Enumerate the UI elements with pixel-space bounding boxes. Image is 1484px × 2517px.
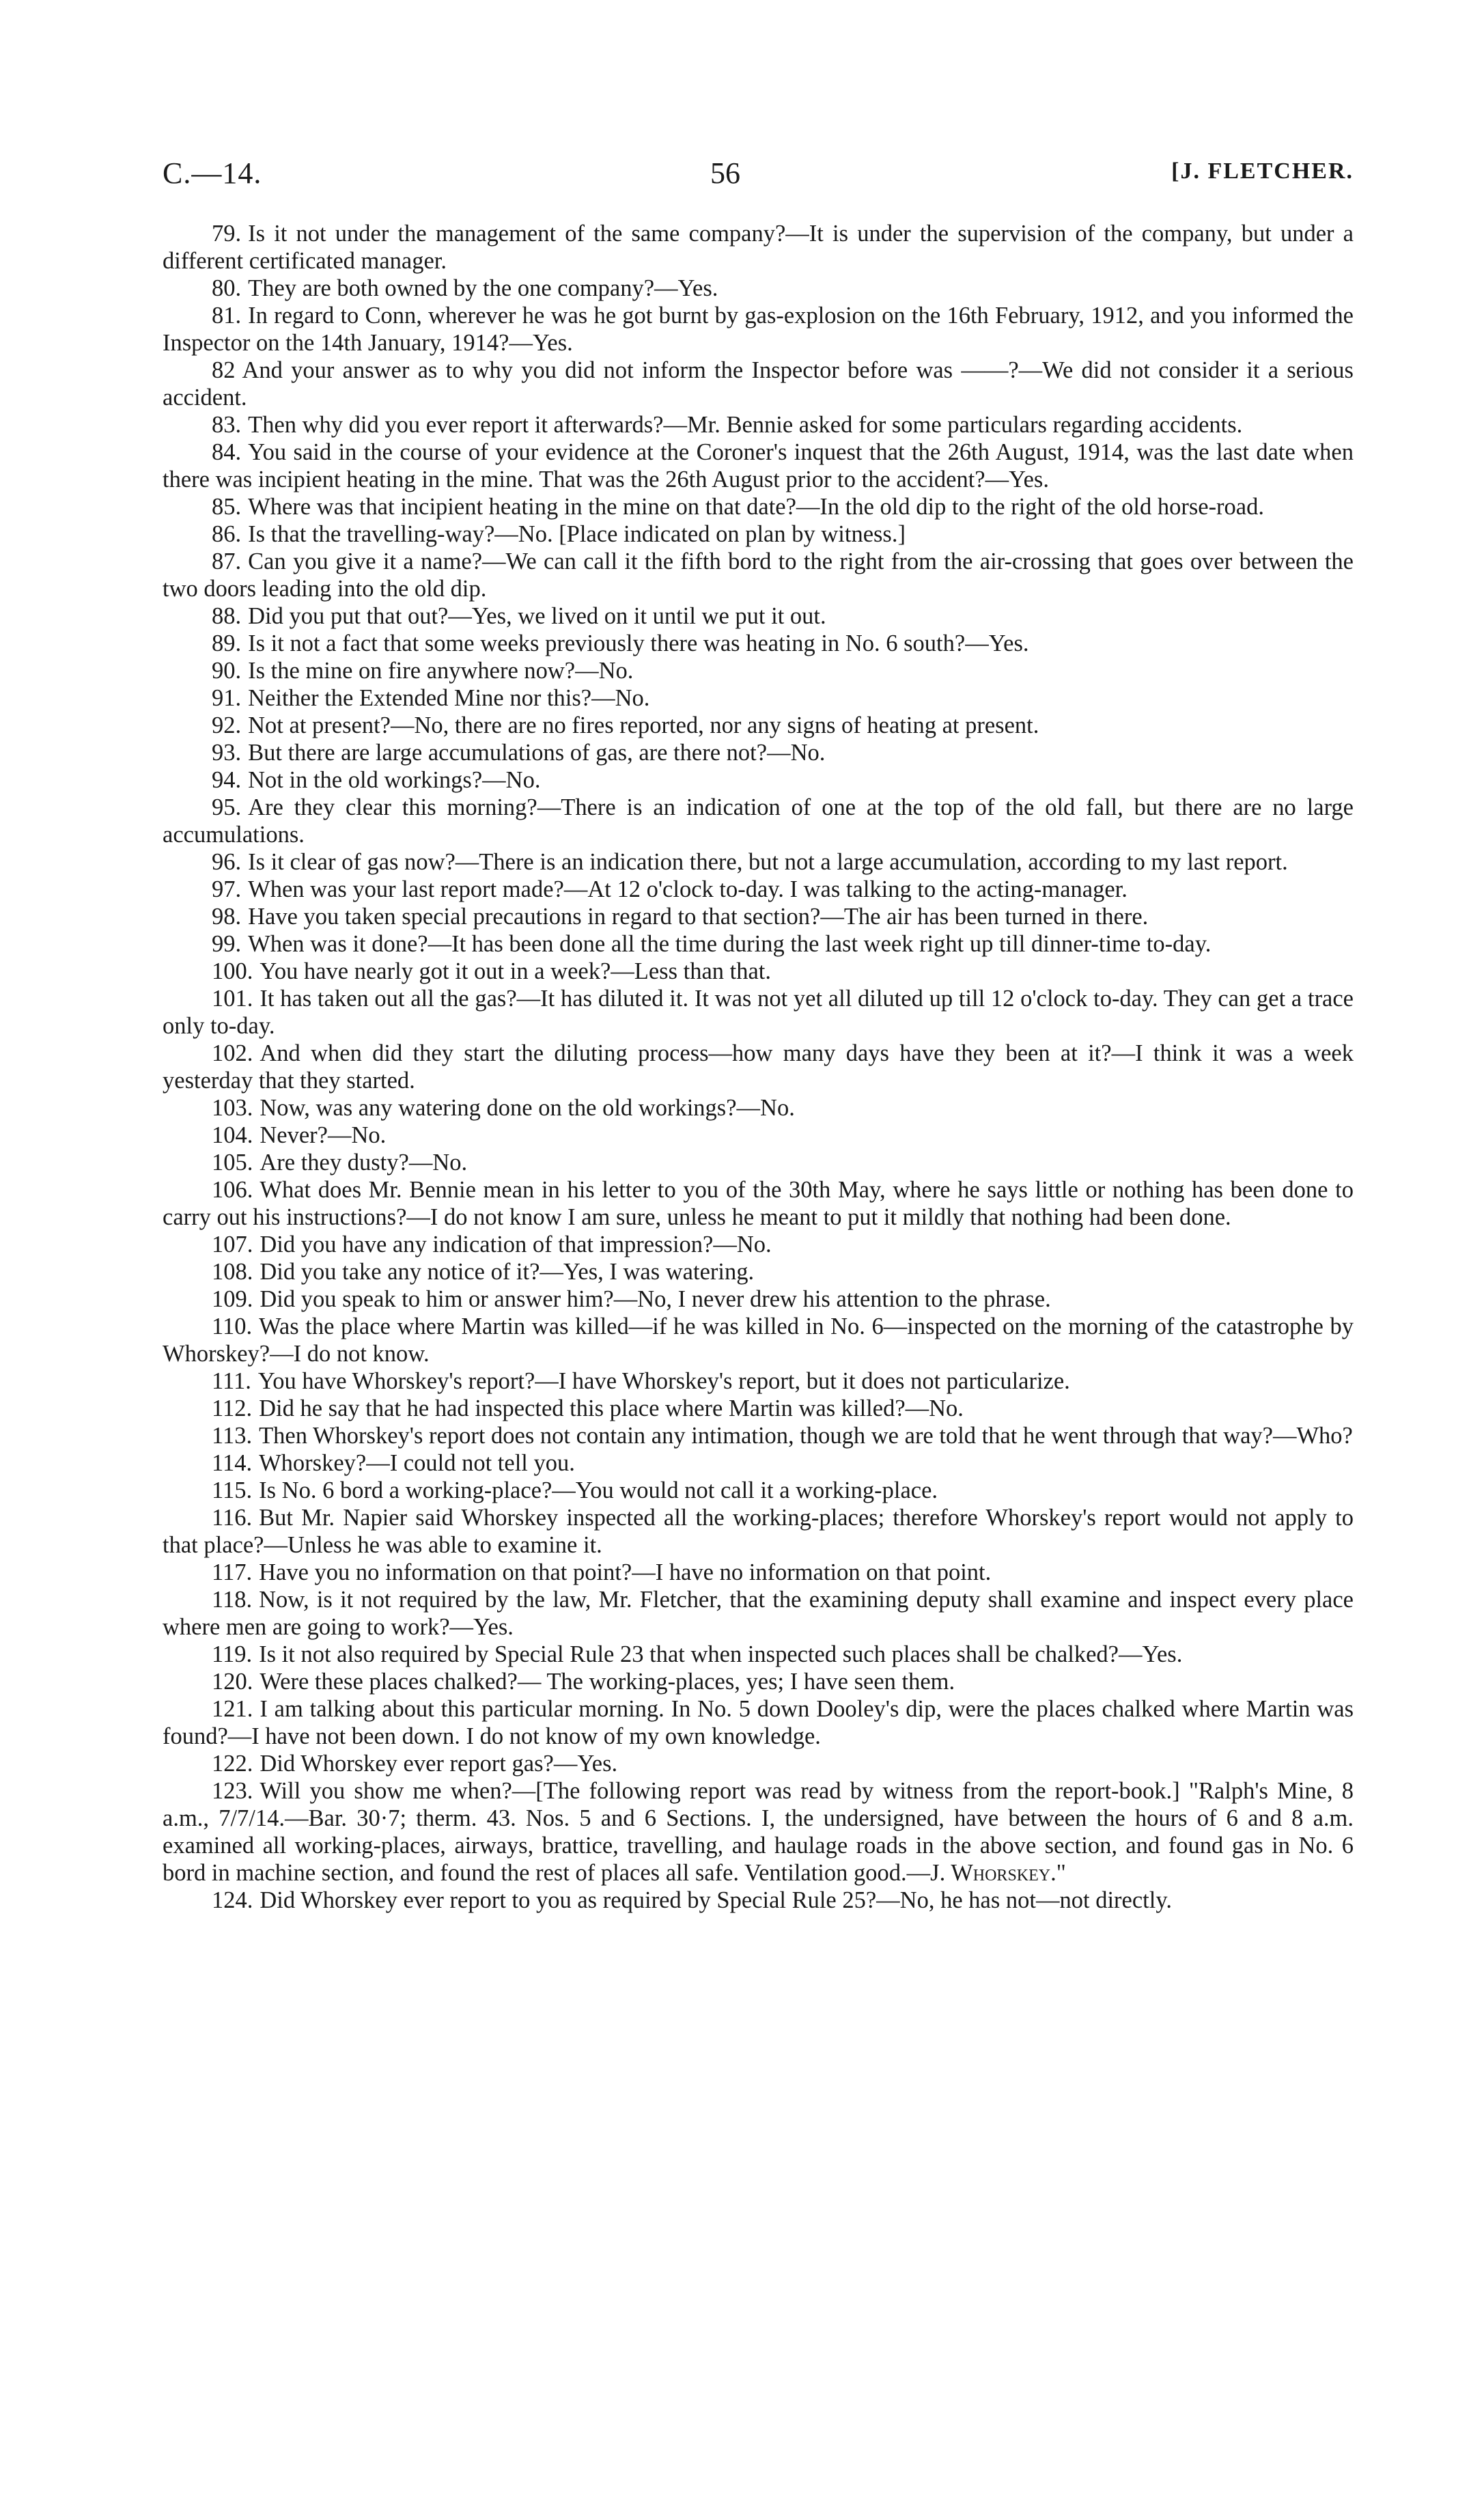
testimony-entry	[163, 1668, 1354, 1695]
question-answer-text: Was the place where Martin was killed—if he was killed in No. 6—inspected on the morning of the catastrophe by Whorskey?—I do not know.	[163, 1313, 1354, 1367]
question-number: 79.	[212, 221, 242, 247]
testimony-entry	[163, 1313, 1354, 1367]
question-answer-text: They are both owned by the one company?—Yes.	[248, 275, 718, 301]
question-number: 87.	[212, 548, 242, 574]
question-answer-text: Is that the travelling-way?—No. [Place indicated on plan by witness.]	[248, 521, 906, 547]
testimony-entry	[163, 1641, 1354, 1668]
testimony-entry	[163, 794, 1354, 848]
testimony-entry	[163, 520, 1354, 548]
question-number: 110.	[212, 1313, 253, 1339]
testimony-entry	[163, 1367, 1354, 1395]
testimony-entry	[163, 1695, 1354, 1750]
testimony-entry	[163, 766, 1354, 794]
question-number: 90.	[212, 658, 242, 684]
question-answer-text: Is it not under the management of the same company?—It is under the supervision of the company, but under a different certificated manager.	[163, 221, 1354, 274]
question-answer-text: Now, is it not required by the law, Mr. Fletcher, that the examining deputy shall examine and inspect every place where men are going to work?—Yes.	[163, 1587, 1354, 1640]
question-number: 109.	[212, 1286, 253, 1312]
testimony-entry	[163, 1777, 1354, 1887]
question-number: 102.	[212, 1040, 253, 1066]
question-number: 113.	[212, 1423, 253, 1449]
question-number: 107.	[212, 1232, 253, 1257]
question-number: 117.	[212, 1559, 253, 1585]
testimony-entry	[163, 493, 1354, 520]
question-answer-text: Did you put that out?—Yes, we lived on it until we put it out.	[248, 603, 826, 629]
question-answer-text: Is it clear of gas now?—There is an indication there, but not a large accumulation, according to my last report.	[248, 849, 1288, 875]
testimony-entry	[163, 1094, 1354, 1122]
testimony-entry	[163, 630, 1354, 657]
testimony-entry	[163, 1285, 1354, 1313]
question-number: 91.	[212, 685, 242, 711]
question-number: 85.	[212, 494, 242, 520]
question-answer-text: Will you show me when?—[The following report was read by witness from the report-book.] "Ralph's Mine, 8 a.m., 7/7/14.—Bar. 30·7; therm. 43. Nos. 5 and 6 Sections. I, the undersigned, have between the hours of 6 and 8 a.m. examined all working-places, airways, brattice, travelling, and haulage roads in the above section, and found gas in No. 6 bord in machine section, and found the rest of places all safe. Ventilation good.—	[163, 1778, 1354, 1886]
question-number: 93.	[212, 740, 242, 766]
testimony-entry	[163, 848, 1354, 876]
testimony-entry	[163, 1176, 1354, 1231]
question-number: 114.	[212, 1450, 253, 1476]
question-number: 98.	[212, 904, 242, 930]
question-number: 124.	[212, 1887, 253, 1913]
question-number: 96.	[212, 849, 242, 875]
testimony-entry	[163, 602, 1354, 630]
question-number: 83.	[212, 412, 242, 438]
question-answer-text: Are they clear this morning?—There is an indication of one at the top of the old fall, but there are no large accumulations.	[163, 794, 1354, 848]
witness-name: [J. FLETCHER.	[1171, 158, 1354, 184]
question-number: 97.	[212, 876, 242, 902]
testimony-entry	[163, 985, 1354, 1040]
testimony-entry	[163, 411, 1354, 439]
question-number: 84.	[212, 439, 242, 465]
paper-reference: C.—14.	[163, 156, 262, 190]
question-answer-text: Neither the Extended Mine nor this?—No.	[248, 685, 650, 711]
question-answer-text: But Mr. Napier said Whorskey inspected all the working-places; therefore Whorskey's report would not apply to that place?—Unless he was able to examine it.	[163, 1505, 1354, 1558]
testimony-entry	[163, 930, 1354, 958]
question-number: 119.	[212, 1641, 253, 1667]
testimony-entry	[163, 439, 1354, 493]
question-answer-text: When was your last report made?—At 12 o'clock to-day. I was talking to the acting-manager.	[248, 876, 1128, 902]
question-answer-text: Then why did you ever report it afterwards?—Mr. Bennie asked for some particulars regarding accidents.	[248, 412, 1243, 438]
testimony-entry	[163, 739, 1354, 766]
testimony-entry	[163, 903, 1354, 930]
question-number: 89.	[212, 630, 242, 656]
question-answer-text: Then Whorskey's report does not contain any intimation, though we are told that he went through that way?—Who?	[259, 1423, 1353, 1449]
testimony-entry	[163, 1258, 1354, 1285]
question-answer-text: Did you speak to him or answer him?—No, I never drew his attention to the phrase.	[260, 1286, 1051, 1312]
testimony-entries	[163, 220, 1354, 1914]
testimony-entry	[163, 1395, 1354, 1422]
question-answer-text: Did you have any indication of that impression?—No.	[260, 1232, 772, 1257]
testimony-entry	[163, 1231, 1354, 1258]
question-number: 106.	[212, 1177, 253, 1203]
question-answer-text: Not in the old workings?—No.	[248, 767, 541, 793]
question-answer-text: Not at present?—No, there are no fires reported, nor any signs of heating at present.	[248, 712, 1039, 738]
question-number: 88.	[212, 603, 242, 629]
question-number: 103.	[212, 1095, 253, 1121]
question-number: 122.	[212, 1751, 253, 1777]
question-answer-text: Never?—No.	[260, 1122, 387, 1148]
report-signature: J. Whorskey	[930, 1860, 1051, 1886]
question-answer-text: You have Whorskey's report?—I have Whorskey's report, but it does not particularize.	[257, 1368, 1070, 1394]
question-answer-text: Is No. 6 bord a working-place?—You would not call it a working-place.	[259, 1477, 938, 1503]
question-number: 95.	[212, 794, 242, 820]
testimony-entry	[163, 1559, 1354, 1586]
testimony-entry	[163, 357, 1354, 411]
question-number: 111.	[212, 1368, 251, 1394]
question-number: 86.	[212, 521, 242, 547]
question-answer-text: Are they dusty?—No.	[260, 1150, 468, 1176]
question-number: 82	[212, 357, 236, 383]
testimony-entry	[163, 958, 1354, 985]
page-number: 56	[710, 156, 740, 190]
question-number: 105.	[212, 1150, 253, 1176]
testimony-entry	[163, 657, 1354, 684]
question-answer-text: It has taken out all the gas?—It has diluted it. It was not yet all diluted up till 12 o'clock to-day. They can get a trace only to-day.	[163, 986, 1354, 1039]
question-answer-text: Is it not a fact that some weeks previously there was heating in No. 6 south?—Yes.	[248, 630, 1029, 656]
question-answer-text: And when did they start the diluting process—how many days have they been at it?—I think it was a week yesterday that they started.	[163, 1040, 1354, 1094]
question-number: 112.	[212, 1395, 253, 1421]
testimony-entry	[163, 712, 1354, 739]
question-number: 121.	[212, 1696, 253, 1722]
testimony-entry	[163, 302, 1354, 357]
question-answer-text: Can you give it a name?—We can call it the fifth bord to the right from the air-crossing that goes over between the two doors leading into the old dip.	[163, 548, 1354, 602]
question-number: 115.	[212, 1477, 253, 1503]
question-number: 101.	[212, 986, 253, 1012]
question-answer-text: You said in the course of your evidence at the Coroner's inquest that the 26th August, 1914, was the last date when there was incipient heating in the mine. That was the 26th August prior to the accident?—Yes.	[163, 439, 1354, 492]
question-number: 81.	[212, 303, 242, 329]
question-answer-text: Whorskey?—I could not tell you.	[259, 1450, 575, 1476]
question-answer-text: Is it not also required by Special Rule 23 that when inspected such places shall be chalked?—Yes.	[259, 1641, 1183, 1667]
page-header	[163, 156, 1354, 197]
question-answer-text: You have nearly got it out in a week?—Less than that.	[260, 958, 771, 984]
testimony-entry	[163, 1149, 1354, 1176]
testimony-entry	[163, 275, 1354, 302]
question-answer-text: Where was that incipient heating in the mine on that date?—In the old dip to the right of the old horse-road.	[248, 494, 1264, 520]
question-number: 94.	[212, 767, 242, 793]
testimony-entry	[163, 684, 1354, 712]
question-answer-text: When was it done?—It has been done all the time during the last week right up till dinner-time to-day.	[248, 931, 1212, 957]
testimony-entry	[163, 1449, 1354, 1477]
question-number: 92.	[212, 712, 242, 738]
testimony-entry	[163, 1477, 1354, 1504]
question-answer-text: Now, was any watering done on the old workings?—No.	[260, 1095, 795, 1121]
question-answer-text: I am talking about this particular morning. In No. 5 down Dooley's dip, were the places chalked where Martin was found?—I have not been down. I do not know of my own knowledge.	[163, 1696, 1354, 1749]
testimony-entry	[163, 1422, 1354, 1449]
question-number: 123.	[212, 1778, 253, 1804]
question-answer-text: But there are large accumulations of gas, are there not?—No.	[248, 740, 826, 766]
question-answer-text: Have you no information on that point?—I have no information on that point.	[259, 1559, 992, 1585]
question-number: 100.	[212, 958, 253, 984]
testimony-entry	[163, 1586, 1354, 1641]
testimony-entry	[163, 1750, 1354, 1777]
question-answer-text: Did Whorskey ever report to you as required by Special Rule 25?—No, he has not—not directly.	[260, 1887, 1172, 1913]
testimony-entry	[163, 1504, 1354, 1559]
testimony-entry	[163, 220, 1354, 275]
question-answer-text: Were these places chalked?— The working-places, yes; I have seen them.	[260, 1669, 955, 1695]
question-number: 99.	[212, 931, 242, 957]
testimony-entry	[163, 876, 1354, 903]
question-answer-text: In regard to Conn, wherever he was he got burnt by gas-explosion on the 16th February, 1912, and you informed the Inspector on the 14th January, 1914?—Yes.	[163, 303, 1354, 356]
question-answer-text: Did you take any notice of it?—Yes, I was watering.	[260, 1259, 755, 1285]
question-number: 104.	[212, 1122, 253, 1148]
closing-quote: ."	[1050, 1860, 1066, 1886]
question-number: 108.	[212, 1259, 253, 1285]
testimony-entry	[163, 1887, 1354, 1914]
question-number: 80.	[212, 275, 242, 301]
question-answer-text: Did Whorskey ever report gas?—Yes.	[260, 1751, 618, 1777]
question-number: 116.	[212, 1505, 253, 1531]
testimony-entry	[163, 1040, 1354, 1094]
question-answer-text: And your answer as to why you did not inform the Inspector before was ——?—We did not consider it a serious accident.	[163, 357, 1354, 411]
testimony-entry	[163, 548, 1354, 602]
question-number: 118.	[212, 1587, 253, 1613]
document-page	[163, 156, 1354, 1914]
question-answer-text: Is the mine on fire anywhere now?—No.	[248, 658, 634, 684]
question-answer-text: What does Mr. Bennie mean in his letter to you of the 30th May, where he says little or nothing has been done to carry out his instructions?—I do not know I am sure, unless he meant to put it mildly that nothing had been done.	[163, 1177, 1354, 1230]
question-answer-text: Did he say that he had inspected this place where Martin was killed?—No.	[259, 1395, 964, 1421]
question-number: 120.	[212, 1669, 253, 1695]
question-answer-text: Have you taken special precautions in regard to that section?—The air has been turned in there.	[248, 904, 1149, 930]
testimony-entry	[163, 1122, 1354, 1149]
